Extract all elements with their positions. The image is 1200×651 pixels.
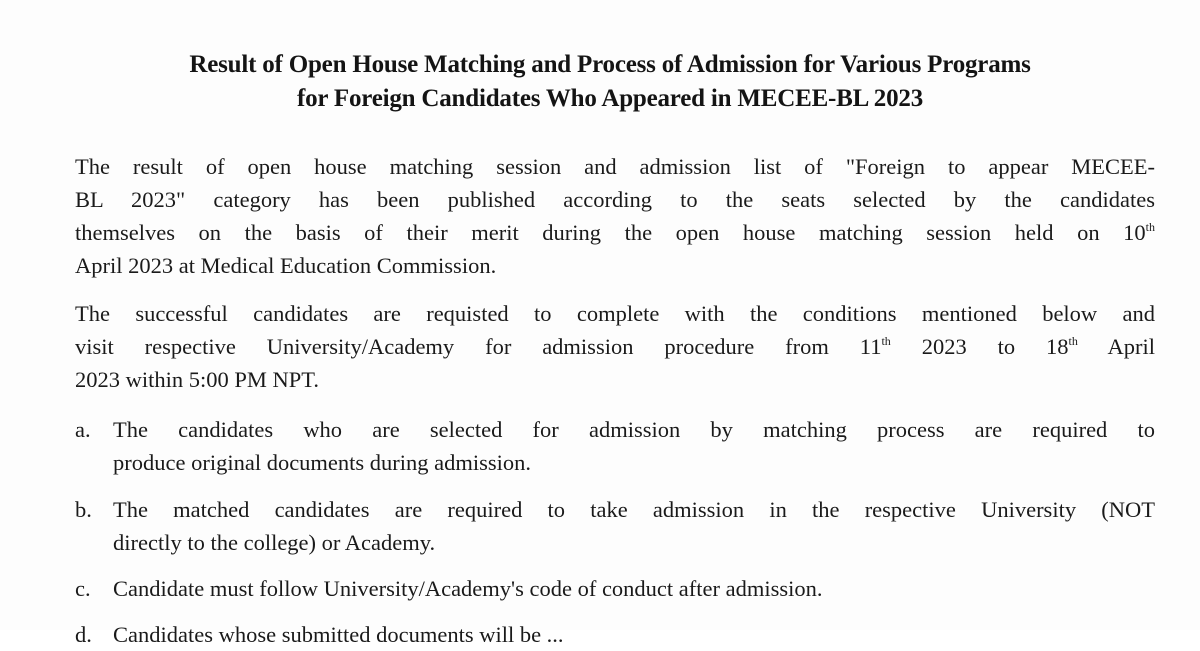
instructions-line-3: 2023 within 5:00 PM NPT. [75,367,319,392]
list-marker: b. [75,497,92,522]
instructions-line-2-mid: 2023 to 18 [890,334,1069,359]
ordinal-suffix: th [1145,220,1155,234]
condition-d-line-1: Candidates whose submitted documents will be ... [113,622,564,647]
condition-a-line-1: The candidates who are selected for admission by matching process are required to [113,417,1155,442]
ordinal-suffix: th [881,334,891,348]
list-marker: a. [75,417,91,442]
intro-line-1: The result of open house matching session and admission list of "Foreign to appear MECEE- [75,154,1155,179]
condition-a-line-2: produce original documents during admission. [113,450,532,475]
intro-line-4: April 2023 at Medical Education Commission. [75,253,497,278]
list-marker: d. [75,622,92,647]
intro-paragraph [75,150,1155,282]
instructions-line-2-post: April [1077,334,1155,359]
condition-b-line-2: directly to the college) or Academy. [113,530,436,555]
condition-item-a [75,413,1155,479]
condition-item-b [75,493,1155,559]
instructions-line-2-pre: visit respective University/Academy for admission procedure from 11 [75,334,882,359]
ordinal-suffix: th [1068,334,1078,348]
condition-item-c [75,572,1155,605]
document-title [60,48,1160,116]
title-line-1: Result of Open House Matching and Process of Admission for Various Programs [189,51,1031,78]
instructions-line-1: The successful candidates are requisted to complete with the conditions mentioned below and [75,301,1155,326]
condition-b-line-1: The matched candidates are required to take admission in the respective University (NOT [113,497,1155,522]
instructions-paragraph [75,297,1155,396]
title-line-2: for Foreign Candidates Who Appeared in MECEE-BL 2023 [296,85,924,112]
intro-line-3-text: themselves on the basis of their merit during the open house matching session held on 10 [75,220,1146,245]
instructions-line-2 [75,330,1155,363]
intro-line-2: BL 2023" category has been published according to the seats selected by the candidates [75,187,1155,212]
intro-line-3 [75,216,1155,249]
condition-c-line-1: Candidate must follow University/Academy's code of conduct after admission. [113,576,823,601]
list-marker: c. [75,576,91,601]
condition-item-d [75,618,1155,651]
